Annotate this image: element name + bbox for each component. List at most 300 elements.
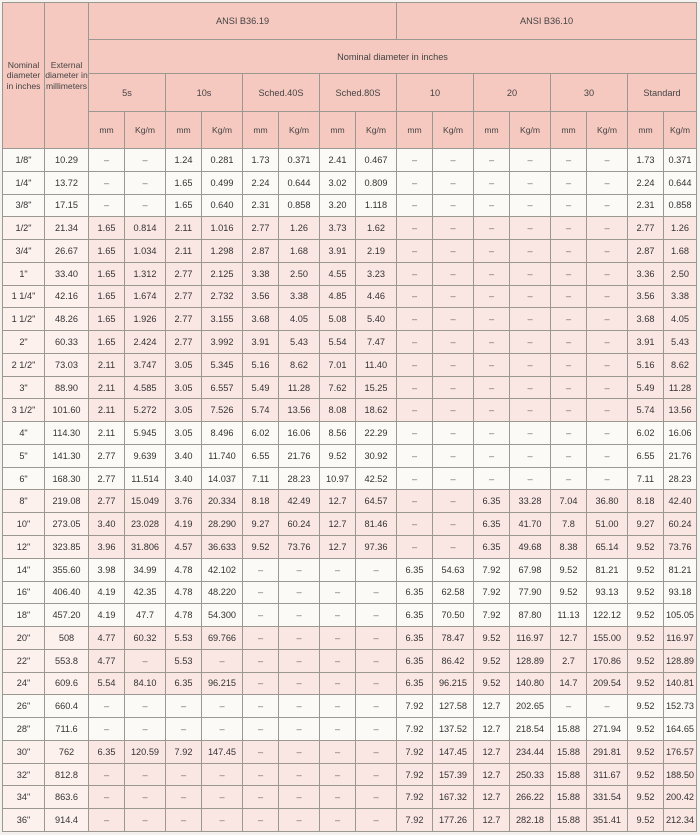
value-cell: 3.747	[125, 353, 166, 376]
value-cell: 2.77	[166, 331, 202, 354]
value-cell: 2.41	[320, 149, 356, 172]
value-cell: –	[279, 718, 320, 741]
table-row	[3, 786, 697, 809]
value-cell: –	[243, 809, 279, 832]
value-cell: –	[356, 604, 397, 627]
value-cell: 18.62	[356, 399, 397, 422]
value-cell: –	[510, 149, 551, 172]
external-diameter-cell: 762	[45, 740, 89, 763]
value-cell: 3.40	[89, 513, 125, 536]
value-cell: –	[166, 786, 202, 809]
external-diameter-cell: 457.20	[45, 604, 89, 627]
value-cell: –	[510, 240, 551, 263]
value-cell: –	[356, 627, 397, 650]
value-cell: –	[551, 194, 587, 217]
value-cell: –	[433, 285, 474, 308]
value-cell: –	[243, 763, 279, 786]
pipe-dimensions-table	[2, 2, 697, 832]
value-cell: –	[433, 194, 474, 217]
value-cell: 7.92	[166, 740, 202, 763]
value-cell: –	[587, 353, 628, 376]
value-cell: 22.29	[356, 422, 397, 445]
value-cell: 212.34	[664, 809, 697, 832]
value-cell: –	[433, 217, 474, 240]
value-cell: 7.92	[397, 695, 433, 718]
nominal-size-cell: 24"	[3, 672, 45, 695]
value-cell: 33.28	[510, 490, 551, 513]
value-cell: –	[320, 786, 356, 809]
value-cell: –	[125, 171, 166, 194]
value-cell: 282.18	[510, 809, 551, 832]
value-cell: 2.31	[628, 194, 664, 217]
value-cell: –	[202, 786, 243, 809]
value-cell: –	[397, 490, 433, 513]
value-cell: –	[510, 467, 551, 490]
value-cell: 4.78	[166, 604, 202, 627]
value-cell: –	[474, 331, 510, 354]
value-cell: 167.32	[433, 786, 474, 809]
value-cell: –	[433, 376, 474, 399]
value-cell: –	[397, 194, 433, 217]
table-row	[3, 672, 697, 695]
value-cell: 2.732	[202, 285, 243, 308]
value-cell: 51.00	[587, 513, 628, 536]
value-cell: 2.424	[125, 331, 166, 354]
external-diameter-cell: 33.40	[45, 262, 89, 285]
value-cell: 5.43	[664, 331, 697, 354]
value-cell: –	[474, 194, 510, 217]
value-cell: –	[279, 695, 320, 718]
nominal-size-cell: 14"	[3, 558, 45, 581]
value-cell: 11.13	[551, 604, 587, 627]
nominal-size-cell: 2"	[3, 331, 45, 354]
nominal-size-cell: 4"	[3, 422, 45, 445]
value-cell: –	[397, 308, 433, 331]
table-row	[3, 217, 697, 240]
value-cell: 1.65	[89, 331, 125, 354]
value-cell: 15.88	[551, 809, 587, 832]
value-cell: 6.35	[474, 513, 510, 536]
value-cell: –	[279, 604, 320, 627]
value-cell: 147.45	[202, 740, 243, 763]
value-cell: 188.50	[664, 763, 697, 786]
value-cell: 2.24	[243, 171, 279, 194]
group-header: 5s	[89, 74, 166, 112]
value-cell: –	[474, 171, 510, 194]
value-cell: 3.36	[628, 262, 664, 285]
value-cell: 12.7	[474, 695, 510, 718]
table-row	[3, 763, 697, 786]
value-cell: –	[356, 809, 397, 832]
value-cell: –	[397, 240, 433, 263]
value-cell: 84.10	[125, 672, 166, 695]
nominal-size-cell: 3"	[3, 376, 45, 399]
unit-kgm-header: Kg/m	[356, 112, 397, 149]
value-cell: 9.52	[628, 558, 664, 581]
value-cell: –	[587, 194, 628, 217]
value-cell: 1.24	[166, 149, 202, 172]
value-cell: 3.91	[320, 240, 356, 263]
table-row	[3, 536, 697, 559]
nominal-size-cell: 20"	[3, 627, 45, 650]
value-cell: 6.35	[166, 672, 202, 695]
value-cell: –	[125, 786, 166, 809]
value-cell: 6.55	[243, 444, 279, 467]
group-header: 10	[397, 74, 474, 112]
value-cell: 9.52	[243, 536, 279, 559]
unit-mm-header: mm	[243, 112, 279, 149]
value-cell: –	[510, 171, 551, 194]
value-cell: –	[510, 399, 551, 422]
table-row	[3, 649, 697, 672]
value-cell: 7.92	[397, 786, 433, 809]
nominal-size-cell: 1/8"	[3, 149, 45, 172]
value-cell: 21.76	[664, 444, 697, 467]
nominal-size-cell: 18"	[3, 604, 45, 627]
value-cell: –	[320, 649, 356, 672]
table-row	[3, 740, 697, 763]
value-cell: 3.40	[166, 444, 202, 467]
value-cell: –	[397, 171, 433, 194]
value-cell: –	[587, 149, 628, 172]
value-cell: 36.80	[587, 490, 628, 513]
external-diameter-cell: 660.4	[45, 695, 89, 718]
value-cell: 3.05	[166, 353, 202, 376]
value-cell: 9.52	[320, 444, 356, 467]
value-cell: 4.78	[166, 581, 202, 604]
value-cell: 48.220	[202, 581, 243, 604]
value-cell: 7.92	[474, 558, 510, 581]
value-cell: 73.76	[279, 536, 320, 559]
value-cell: 147.45	[433, 740, 474, 763]
unit-kgm-header: Kg/m	[587, 112, 628, 149]
value-cell: –	[433, 149, 474, 172]
table-row	[3, 809, 697, 832]
value-cell: 2.19	[356, 240, 397, 263]
external-diameter-cell: 812.8	[45, 763, 89, 786]
external-diameter-cell: 323.85	[45, 536, 89, 559]
value-cell: –	[320, 695, 356, 718]
value-cell: 9.52	[628, 627, 664, 650]
value-cell: –	[474, 444, 510, 467]
value-cell: 28.290	[202, 513, 243, 536]
value-cell: 12.7	[474, 809, 510, 832]
value-cell: –	[474, 240, 510, 263]
value-cell: 2.77	[628, 217, 664, 240]
value-cell: 1.65	[166, 194, 202, 217]
value-cell: –	[510, 422, 551, 445]
value-cell: 16.06	[664, 422, 697, 445]
external-diameter-cell: 711.6	[45, 718, 89, 741]
value-cell: 5.54	[320, 331, 356, 354]
value-cell: –	[356, 581, 397, 604]
group-header: Standard	[628, 74, 697, 112]
value-cell: 12.7	[320, 513, 356, 536]
value-cell: 122.12	[587, 604, 628, 627]
value-cell: 2.11	[89, 399, 125, 422]
nominal-size-cell: 3 1/2"	[3, 399, 45, 422]
value-cell: 2.87	[243, 240, 279, 263]
value-cell: –	[433, 399, 474, 422]
value-cell: –	[587, 695, 628, 718]
value-cell: 6.35	[397, 649, 433, 672]
value-cell: –	[320, 718, 356, 741]
value-cell: 2.24	[628, 171, 664, 194]
value-cell: 3.38	[664, 285, 697, 308]
value-cell: 140.81	[664, 672, 697, 695]
value-cell: 3.05	[166, 376, 202, 399]
value-cell: –	[279, 581, 320, 604]
value-cell: 2.7	[551, 649, 587, 672]
value-cell: –	[356, 786, 397, 809]
value-cell: –	[551, 285, 587, 308]
group-header: 30	[551, 74, 628, 112]
value-cell: –	[474, 217, 510, 240]
value-cell: 20.334	[202, 490, 243, 513]
value-cell: 3.56	[243, 285, 279, 308]
external-diameter-cell: 10.29	[45, 149, 89, 172]
value-cell: –	[433, 353, 474, 376]
nominal-size-cell: 1/4"	[3, 171, 45, 194]
table-row	[3, 194, 697, 217]
value-cell: –	[510, 285, 551, 308]
external-diameter-cell: 141.30	[45, 444, 89, 467]
table-row	[3, 285, 697, 308]
value-cell: –	[433, 422, 474, 445]
value-cell: –	[587, 171, 628, 194]
external-diameter-cell: 26.67	[45, 240, 89, 263]
value-cell: 9.52	[628, 718, 664, 741]
value-cell: 2.77	[166, 262, 202, 285]
value-cell: 7.526	[202, 399, 243, 422]
value-cell: 12.7	[474, 740, 510, 763]
value-cell: 9.52	[474, 672, 510, 695]
group-header: 10s	[166, 74, 243, 112]
table-row	[3, 149, 697, 172]
value-cell: 164.65	[664, 718, 697, 741]
value-cell: 0.281	[202, 149, 243, 172]
value-cell: 4.55	[320, 262, 356, 285]
value-cell: 116.97	[664, 627, 697, 650]
value-cell: 47.7	[125, 604, 166, 627]
value-cell: 9.27	[628, 513, 664, 536]
unit-mm-header: mm	[89, 112, 125, 149]
value-cell: –	[397, 444, 433, 467]
unit-mm-header: mm	[166, 112, 202, 149]
value-cell: 5.272	[125, 399, 166, 422]
value-cell: –	[397, 513, 433, 536]
value-cell: 0.644	[279, 171, 320, 194]
value-cell: –	[397, 422, 433, 445]
value-cell: 7.04	[551, 490, 587, 513]
value-cell: –	[551, 376, 587, 399]
value-cell: –	[89, 695, 125, 718]
value-cell: –	[320, 604, 356, 627]
external-diameter-cell: 553.8	[45, 649, 89, 672]
value-cell: 8.08	[320, 399, 356, 422]
value-cell: 128.89	[510, 649, 551, 672]
value-cell: 13.56	[279, 399, 320, 422]
value-cell: 1.312	[125, 262, 166, 285]
nominal-size-cell: 3/4"	[3, 240, 45, 263]
table-body	[3, 149, 697, 832]
unit-mm-header: mm	[551, 112, 587, 149]
value-cell: –	[279, 786, 320, 809]
value-cell: 3.992	[202, 331, 243, 354]
value-cell: 1.65	[89, 285, 125, 308]
value-cell: –	[433, 444, 474, 467]
value-cell: –	[510, 376, 551, 399]
value-cell: –	[397, 353, 433, 376]
value-cell: –	[89, 171, 125, 194]
value-cell: –	[474, 285, 510, 308]
value-cell: 60.24	[279, 513, 320, 536]
table-row	[3, 490, 697, 513]
value-cell: –	[433, 331, 474, 354]
value-cell: –	[202, 649, 243, 672]
value-cell: –	[279, 740, 320, 763]
value-cell: 9.27	[243, 513, 279, 536]
value-cell: 250.33	[510, 763, 551, 786]
value-cell: –	[166, 809, 202, 832]
value-cell: –	[89, 718, 125, 741]
value-cell: –	[243, 558, 279, 581]
value-cell: 271.94	[587, 718, 628, 741]
value-cell: –	[474, 422, 510, 445]
table-row	[3, 422, 697, 445]
value-cell: 351.41	[587, 809, 628, 832]
value-cell: –	[89, 786, 125, 809]
nominal-size-cell: 36"	[3, 809, 45, 832]
value-cell: –	[510, 194, 551, 217]
value-cell: 15.88	[551, 786, 587, 809]
value-cell: 3.56	[628, 285, 664, 308]
value-cell: 15.049	[125, 490, 166, 513]
value-cell: –	[433, 536, 474, 559]
value-cell: –	[243, 604, 279, 627]
value-cell: 12.7	[320, 490, 356, 513]
table-row	[3, 604, 697, 627]
value-cell: 13.56	[664, 399, 697, 422]
value-cell: 266.22	[510, 786, 551, 809]
value-cell: 9.52	[628, 649, 664, 672]
value-cell: 11.28	[279, 376, 320, 399]
value-cell: –	[397, 217, 433, 240]
value-cell: –	[125, 809, 166, 832]
value-cell: 1.73	[243, 149, 279, 172]
external-diameter-cell: 73.03	[45, 353, 89, 376]
table-row	[3, 558, 697, 581]
value-cell: 9.52	[474, 627, 510, 650]
value-cell: 4.85	[320, 285, 356, 308]
value-cell: –	[243, 718, 279, 741]
value-cell: 218.54	[510, 718, 551, 741]
value-cell: 9.52	[628, 740, 664, 763]
nominal-size-cell: 3/8"	[3, 194, 45, 217]
value-cell: 1.26	[279, 217, 320, 240]
nominal-size-cell: 32"	[3, 763, 45, 786]
value-cell: 1.65	[89, 217, 125, 240]
value-cell: 2.50	[664, 262, 697, 285]
unit-mm-header: mm	[628, 112, 664, 149]
value-cell: 4.19	[89, 604, 125, 627]
value-cell: 5.43	[279, 331, 320, 354]
standard-a-header: ANSI B36.19	[89, 3, 397, 40]
value-cell: 30.92	[356, 444, 397, 467]
value-cell: 170.86	[587, 649, 628, 672]
value-cell: –	[510, 217, 551, 240]
value-cell: 152.73	[664, 695, 697, 718]
value-cell: 1.016	[202, 217, 243, 240]
value-cell: 5.53	[166, 627, 202, 650]
value-cell: 7.92	[397, 809, 433, 832]
value-cell: –	[125, 649, 166, 672]
nominal-diameter-header: Nominal diameter in inches	[3, 3, 45, 149]
value-cell: 3.73	[320, 217, 356, 240]
value-cell: 7.62	[320, 376, 356, 399]
value-cell: –	[279, 809, 320, 832]
value-cell: 1.65	[89, 308, 125, 331]
external-diameter-cell: 355.60	[45, 558, 89, 581]
value-cell: –	[202, 809, 243, 832]
value-cell: 3.76	[166, 490, 202, 513]
value-cell: –	[433, 467, 474, 490]
value-cell: 3.02	[320, 171, 356, 194]
table-row	[3, 444, 697, 467]
value-cell: 1.65	[89, 240, 125, 263]
value-cell: 12.7	[474, 786, 510, 809]
value-cell: –	[433, 490, 474, 513]
value-cell: 5.53	[166, 649, 202, 672]
value-cell: –	[125, 695, 166, 718]
value-cell: 2.11	[89, 353, 125, 376]
table-row	[3, 262, 697, 285]
value-cell: –	[320, 740, 356, 763]
table-row	[3, 331, 697, 354]
value-cell: 73.76	[664, 536, 697, 559]
value-cell: –	[551, 240, 587, 263]
value-cell: 3.91	[628, 331, 664, 354]
value-cell: –	[587, 331, 628, 354]
value-cell: 54.63	[433, 558, 474, 581]
value-cell: 8.62	[279, 353, 320, 376]
value-cell: 5.16	[628, 353, 664, 376]
nominal-size-cell: 34"	[3, 786, 45, 809]
value-cell: 81.21	[664, 558, 697, 581]
value-cell: 3.23	[356, 262, 397, 285]
value-cell: –	[166, 718, 202, 741]
value-cell: –	[510, 308, 551, 331]
value-cell: 291.81	[587, 740, 628, 763]
value-cell: 8.38	[551, 536, 587, 559]
value-cell: 36.633	[202, 536, 243, 559]
external-diameter-cell: 21.34	[45, 217, 89, 240]
value-cell: –	[397, 331, 433, 354]
value-cell: –	[587, 240, 628, 263]
nominal-size-cell: 1 1/4"	[3, 285, 45, 308]
value-cell: –	[166, 695, 202, 718]
value-cell: –	[243, 649, 279, 672]
value-cell: 67.98	[510, 558, 551, 581]
nominal-size-cell: 8"	[3, 490, 45, 513]
value-cell: 96.215	[433, 672, 474, 695]
value-cell: 15.88	[551, 763, 587, 786]
value-cell: –	[433, 240, 474, 263]
value-cell: –	[551, 353, 587, 376]
value-cell: –	[89, 149, 125, 172]
table-row	[3, 171, 697, 194]
value-cell: 7.92	[397, 740, 433, 763]
